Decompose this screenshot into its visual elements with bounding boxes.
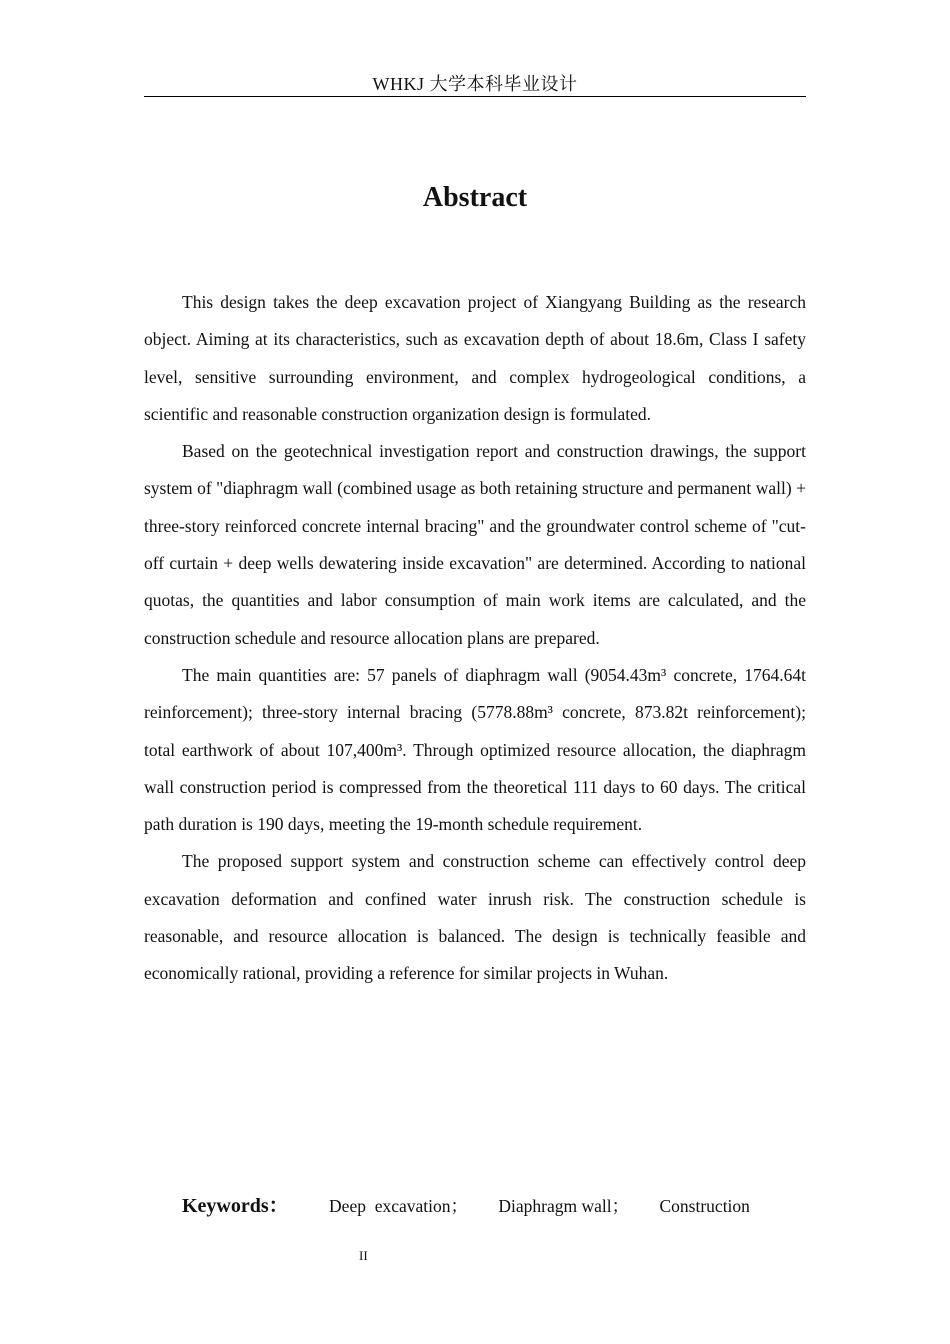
page-number: II (359, 1248, 368, 1263)
abstract-paragraph-4: The proposed support system and construction scheme can effectively control deep excavation deformation and confined water inrush risk. The construction schedule is reasonable, and resource allocation is balanced. The design is technically feasible and economically rational, providing a reference for similar projects in Wuhan. (144, 851, 806, 984)
keyword-item: Deep excavation； (329, 1196, 469, 1216)
page-header (144, 72, 806, 97)
header-text: WHKJ 大学本科毕业设计 (372, 74, 578, 94)
keywords-line (182, 1191, 806, 1221)
abstract-title: Abstract (422, 182, 528, 213)
keyword-item: Diaphragm wall； (498, 1196, 630, 1216)
abstract-paragraph-2: Based on the geotechnical investigation report and construction drawings, the support system of "diaphragm wall (combined usage as both retaining structure and permanent wall) + three-story reinforced concrete internal bracing" and the groundwater control scheme of "cut-off curtain + deep wells dewatering inside excavation" are determined. According to national quotas, the quantities and labor consumption of main work items are calculated, and the construction schedule and resource allocation plans are prepared. (144, 441, 806, 648)
keywords-label: Keywords： (182, 1195, 289, 1217)
abstract-paragraph-3: The main quantities are: 57 panels of diaphragm wall (9054.43m³ concrete, 1764.64t reinforcement); three-story internal bracing (5778.88m³ concrete, 873.82t reinforcement); total earthwork of about 107,400m³. Through optimized resource allocation, the diaphragm wall construction period is compressed from the theoretical 111 days to 60 days. The critical path duration is 190 days, meeting the 19-month schedule requirement. (144, 664, 806, 835)
abstract-body (144, 284, 806, 993)
keyword-item: Construction (659, 1196, 750, 1216)
abstract-paragraph-1: This design takes the deep excavation project of Xiangyang Building as the research object. Aiming at its characteristics, such as excavation depth of about 18.6m, Class I safety level, sensitive surrounding environment, and complex hydrogeological conditions, a scientific and reasonable construction organization design is formulated. (144, 292, 806, 424)
